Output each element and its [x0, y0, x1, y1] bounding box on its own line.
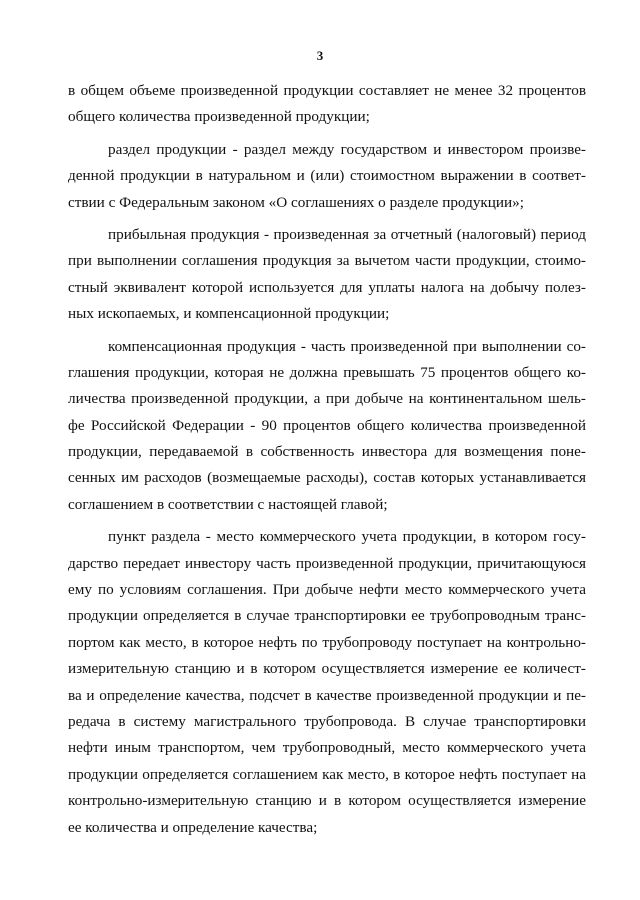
- text-line: сенных им расходов (возмещаемые расходы), состав которых устанавливается: [68, 469, 586, 487]
- text-line: глашения продукции, которая не должна превышать 75 процентов общего ко-: [68, 363, 586, 381]
- text-line: продукции определяется соглашением как место, в которое нефть поступает на: [68, 765, 586, 783]
- text-line: денной продукции в натуральном и (или) стоимостном выражении в соответ-: [68, 167, 586, 185]
- text-line: прибыльная продукция - произведенная за отчетный (налоговый) период: [108, 225, 586, 243]
- text-line: раздел продукции - раздел между государством и инвестором произве-: [108, 140, 586, 158]
- text-line: личества произведенной продукции, а при добыче на континентальном шель-: [68, 390, 586, 408]
- text-line: ему по условиям соглашения. При добыче нефти место коммерческого учета: [68, 581, 586, 599]
- text-line: компенсационная продукция - часть произведенной при выполнении со-: [108, 337, 586, 355]
- text-line: фе Российской Федерации - 90 процентов общего количества произведенной: [68, 416, 586, 434]
- text-line: ных ископаемых, и компенсационной продукции;: [68, 305, 390, 323]
- text-line: нефти иным транспортом, чем трубопроводный, место коммерческого учета: [68, 739, 586, 757]
- text-line: контрольно-измерительную станцию и в котором осуществляется измерение: [68, 792, 586, 810]
- text-line: портом как место, в которое нефть по трубопроводу поступает на контрольно-: [68, 633, 586, 651]
- text-line: при выполнении соглашения продукция за вычетом части продукции, стоимо-: [68, 252, 586, 270]
- text-line: соглашением в соответствии с настоящей главой;: [68, 495, 388, 513]
- page-number: 3: [316, 48, 324, 63]
- text-line: ствии с Федеральным законом «О соглашениях о разделе продукции»;: [68, 193, 524, 211]
- text-line: измерительную станцию и в котором осуществляется измерение ее количест-: [68, 660, 586, 678]
- text-line: ее количества и определение качества;: [68, 818, 318, 836]
- document-body: [68, 78, 586, 841]
- text-line: дарство передает инвестору часть произведенной продукции, причитающуюся: [68, 554, 586, 572]
- text-line: редача в систему магистрального трубопровода. В случае транспортировки: [68, 712, 586, 730]
- text-line: общего количества произведенной продукции;: [68, 108, 370, 126]
- text-line: стный эквивалент которой используется для уплаты налога на добычу полез-: [68, 278, 586, 296]
- text-line: продукции, передаваемой в собственность инвестора для возмещения поне-: [68, 443, 586, 461]
- text-line: продукции определяется в случае транспортировки ее трубопроводным транс-: [68, 607, 586, 625]
- text-line: ва и определение качества, подсчет в качестве произведенной продукции и пе-: [68, 686, 586, 704]
- text-line: пункт раздела - место коммерческого учета продукции, в котором госу-: [108, 528, 586, 546]
- text-line: в общем объеме произведенной продукции составляет не менее 32 процентов: [68, 82, 586, 99]
